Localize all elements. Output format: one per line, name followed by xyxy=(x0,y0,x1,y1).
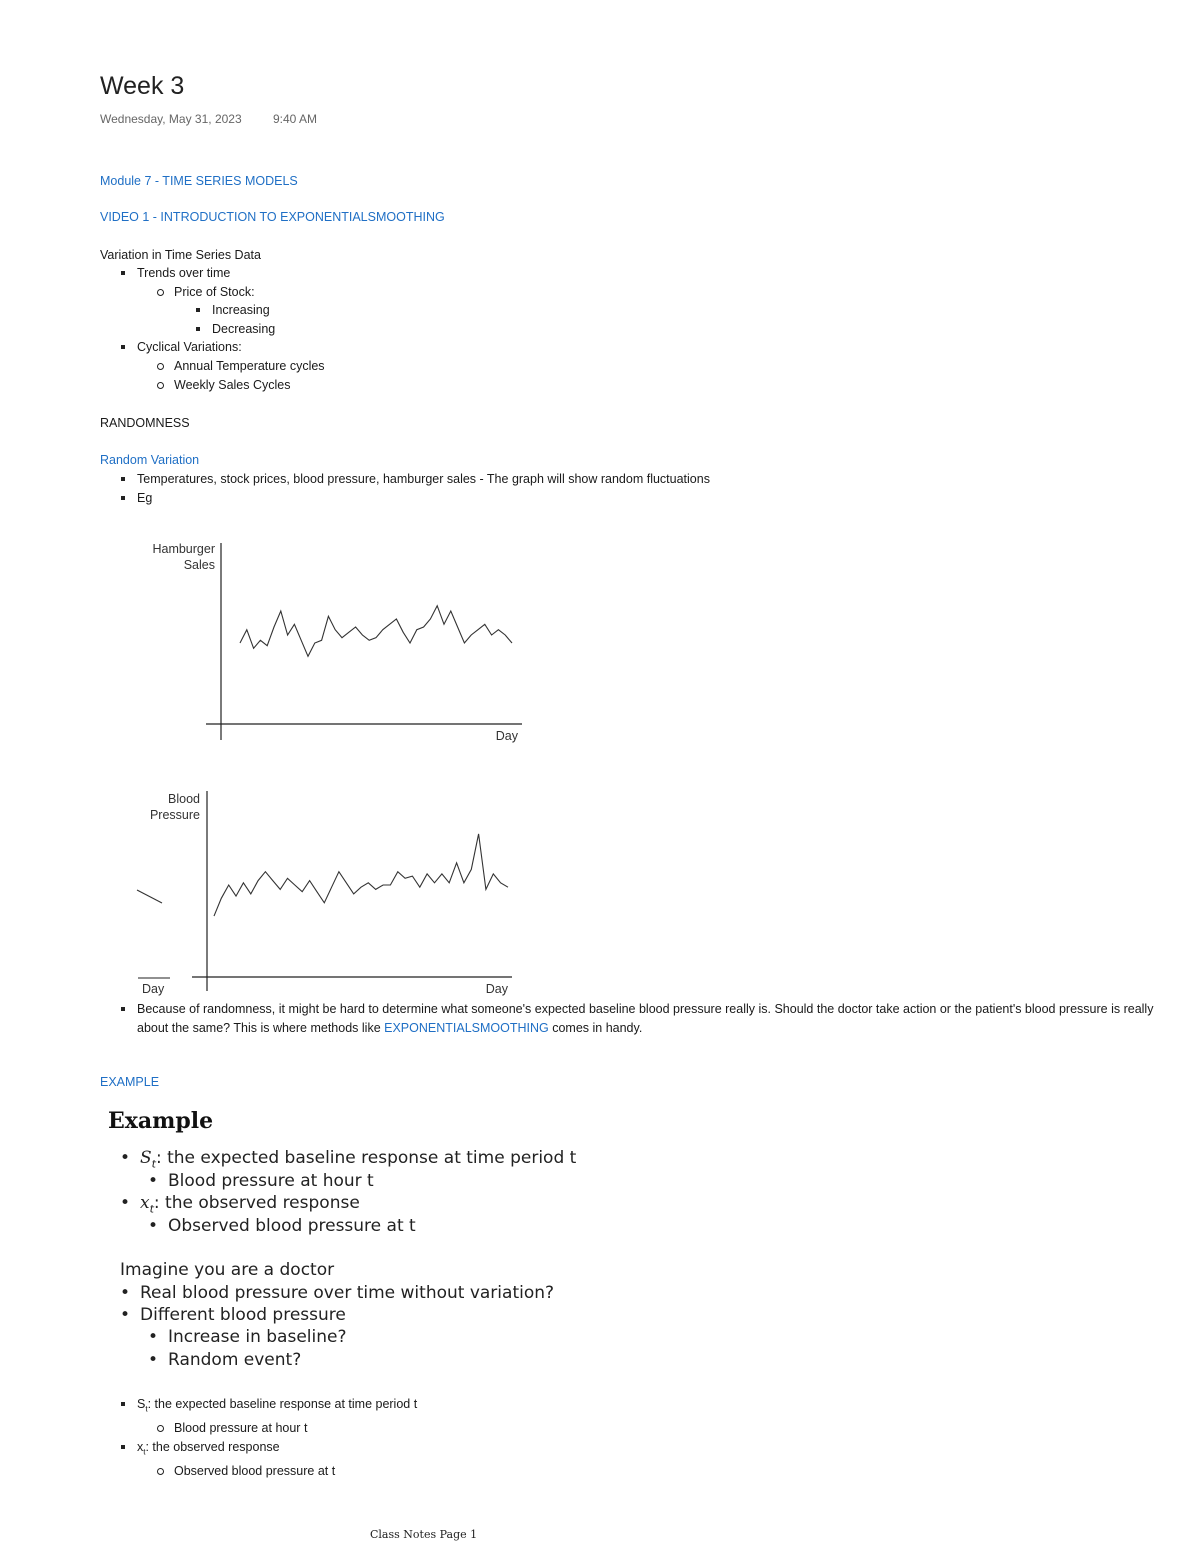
slide-subitem-text: Observed blood pressure at t xyxy=(168,1216,416,1236)
bullet: • xyxy=(148,1350,159,1370)
video-heading: VIDEO 1 - INTRODUCTION TO EXPONENTIALSMOOTHING xyxy=(100,210,445,224)
chart2-stray-segment xyxy=(137,890,162,903)
slide-imagine: Imagine you are a doctor xyxy=(120,1260,335,1280)
random-list xyxy=(100,470,710,507)
chart2-series-line xyxy=(214,834,508,916)
slide-q4-text: Random event? xyxy=(168,1350,302,1370)
chart1-series-line xyxy=(240,606,512,657)
slide-x-symbol: x xyxy=(140,1193,150,1213)
chart2-ylabel-line2: Pressure xyxy=(149,808,200,822)
hamburger-sales-chart xyxy=(130,535,550,750)
because-text-end: comes in handy. xyxy=(548,1020,643,1035)
slide-subitem-text: Blood pressure at hour t xyxy=(168,1171,374,1191)
slide-subitem xyxy=(148,1171,374,1191)
bullet: • xyxy=(148,1216,159,1236)
because-text: Because of randomness, it might be hard to determine what someone's expected baseline blood pressure really is. Should the doctor take action or the patient's blood pressure is really about the same? This is where methods like xyxy=(137,1002,1154,1035)
x-symbol: x xyxy=(137,1439,144,1454)
bullet: • xyxy=(120,1148,131,1168)
slide-item-q4 xyxy=(148,1350,302,1370)
randomness-heading: RANDOMNESS xyxy=(100,416,190,430)
bullet: • xyxy=(148,1327,159,1347)
list-item: Decreasing xyxy=(100,320,325,339)
slide-item-x xyxy=(120,1193,360,1216)
list-item xyxy=(100,1438,417,1462)
slide-q2-text: Different blood pressure xyxy=(140,1305,346,1325)
s-sub: t xyxy=(145,1404,148,1414)
chart2-ylabel-line1: Blood xyxy=(168,792,200,806)
s-text: : the expected baseline response at time period t xyxy=(147,1397,418,1411)
bullet: • xyxy=(120,1193,131,1213)
bottom-list xyxy=(100,1395,417,1480)
page-time: 9:40 AM xyxy=(273,112,318,126)
slide-title: Example xyxy=(108,1108,214,1134)
x-sub: t xyxy=(143,1447,146,1457)
chart1-xlabel: Day xyxy=(495,729,518,743)
slide-q1-text: Real blood pressure over time without variation? xyxy=(140,1283,555,1303)
example-heading: EXAMPLE xyxy=(100,1075,160,1089)
random-variation-heading: Random Variation xyxy=(100,453,200,467)
exponential-smoothing-link[interactable]: EXPONENTIALSMOOTHING xyxy=(384,1020,549,1035)
slide-s-sub: t xyxy=(151,1157,156,1171)
slide-item-q2 xyxy=(120,1305,346,1325)
list-item: Annual Temperature cycles xyxy=(100,357,325,376)
variation-heading: Variation in Time Series Data xyxy=(100,248,261,262)
s-symbol: S xyxy=(137,1397,146,1411)
slide-item-q1 xyxy=(120,1283,555,1303)
list-item: Eg xyxy=(100,489,710,508)
chart2-xlabel: Day xyxy=(485,982,508,996)
variation-list xyxy=(100,264,325,394)
list-item: Weekly Sales Cycles xyxy=(100,376,325,395)
bullet: • xyxy=(120,1283,131,1303)
list-item: Trends over time xyxy=(100,264,325,283)
blood-pressure-chart xyxy=(130,785,550,1000)
list-item: Price of Stock: xyxy=(100,283,325,302)
chart1-ylabel-line2: Sales xyxy=(183,558,215,572)
example-slide xyxy=(106,1100,626,1380)
slide-s-text: : the expected baseline response at time period t xyxy=(155,1148,577,1168)
chart1-ylabel-line1: Hamburger xyxy=(152,542,215,556)
list-item: Temperatures, stock prices, blood pressure, hamburger sales - The graph will show random fluctuations xyxy=(100,470,710,489)
x-text: : the observed response xyxy=(145,1439,280,1454)
list-item: Observed blood pressure at t xyxy=(100,1462,417,1481)
slide-x-text: : the observed response xyxy=(153,1193,360,1213)
slide-s-symbol: S xyxy=(140,1148,152,1168)
module-heading: Module 7 - TIME SERIES MODELS xyxy=(100,174,298,188)
slide-item-s xyxy=(120,1148,577,1171)
page-footer: Class Notes Page 1 xyxy=(370,1528,478,1541)
list-item xyxy=(100,1395,417,1419)
slide-subitem xyxy=(148,1216,416,1236)
page-datetime xyxy=(100,112,317,126)
slide-q3-text: Increase in baseline? xyxy=(168,1327,347,1347)
slide-item-q3 xyxy=(148,1327,347,1347)
bullet: • xyxy=(148,1171,159,1191)
page-date: Wednesday, May 31, 2023 xyxy=(100,112,242,126)
list-item: Blood pressure at hour t xyxy=(100,1419,417,1438)
bullet: • xyxy=(120,1305,131,1325)
list-item xyxy=(100,1000,1187,1037)
chart2-left-xlabel: Day xyxy=(142,982,165,996)
list-item: Cyclical Variations: xyxy=(100,338,325,357)
page-title: Week 3 xyxy=(100,72,185,100)
because-list xyxy=(100,1000,1187,1037)
slide-x-sub: t xyxy=(149,1202,154,1216)
list-item: Increasing xyxy=(100,301,325,320)
